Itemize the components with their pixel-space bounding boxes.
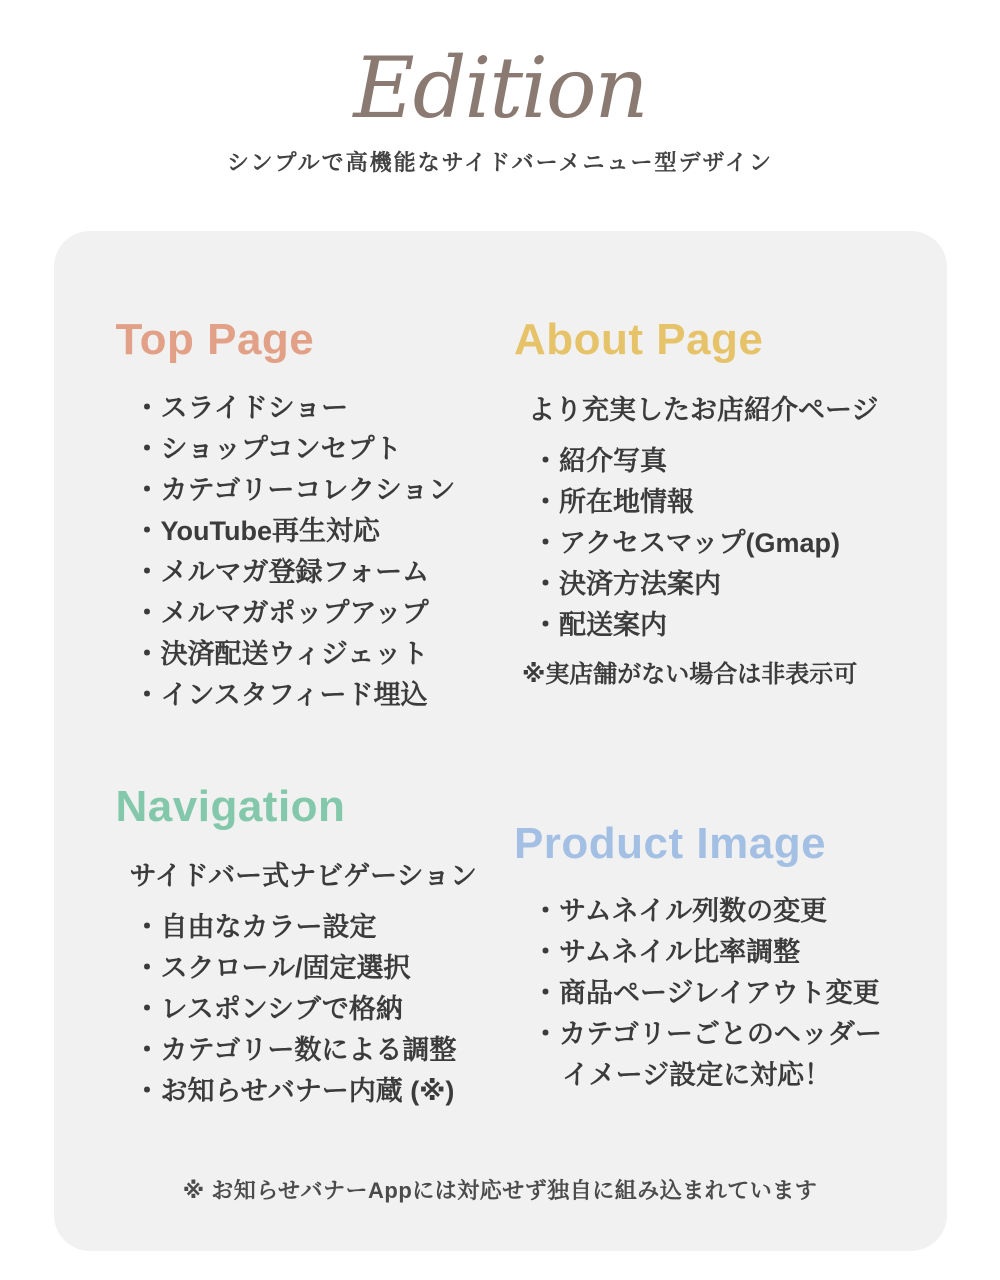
feature-item: ・ サムネイル列数の変更	[532, 891, 885, 932]
feature-item: ・ サムネイル比率調整	[532, 932, 885, 973]
hero	[0, 0, 1000, 177]
feature-item: ・ YouTube再生対応	[134, 511, 514, 552]
feature-item: ・ 決済配送ウィジェット	[134, 634, 514, 675]
section-navigation	[115, 781, 514, 1112]
feature-item: ・ スクロール/固定選択	[134, 948, 514, 989]
left-column	[116, 317, 514, 1112]
feature-columns	[116, 317, 885, 1112]
section-title-product-image: Product Image	[513, 818, 827, 868]
feature-item: ・ 自由なカラー設定	[134, 907, 514, 948]
about-page-intro: より充実したお店紹介ページ	[527, 394, 879, 425]
feature-item: ・ アクセスマップ(Gmap)	[532, 523, 885, 564]
feature-item: ・ メルマガポップアップ	[134, 593, 514, 634]
section-title-about-page: About Page	[513, 315, 764, 365]
navigation-intro: サイドバー式ナビゲーション	[129, 861, 477, 892]
feature-item: ・ お知らせバナー内蔵 (※)	[134, 1071, 514, 1112]
edition-logo: Edition	[353, 39, 647, 137]
feature-item: ・ メルマガ登録フォーム	[134, 552, 514, 593]
section-top-page	[116, 317, 514, 715]
product-image-feature-list	[532, 891, 885, 1096]
section-product-image	[513, 818, 885, 1096]
feature-item: ・ カテゴリー数による調整	[134, 1030, 514, 1071]
feature-item: ・ レスポンシブで格納	[134, 989, 514, 1030]
tagline: シンプルで高機能なサイドバーメニュー型デザイン	[227, 150, 773, 176]
feature-item: ・ 商品ページレイアウト変更	[532, 973, 885, 1014]
about-page-note: ※実店舗がない場合は非表示可	[521, 660, 858, 688]
feature-item: ・ インスタフィード埋込	[134, 675, 514, 716]
feature-item: ・ 所在地情報	[532, 482, 885, 523]
feature-item: ・ 紹介写真	[532, 441, 885, 482]
feature-item: ・ 配送案内	[532, 605, 885, 646]
top-page-feature-list	[134, 388, 514, 716]
features-card	[54, 231, 947, 1251]
navigation-feature-list	[134, 907, 514, 1112]
section-title-top-page: Top Page	[115, 315, 315, 365]
feature-item: ・ カテゴリーコレクション	[134, 470, 514, 511]
feature-item: ・ 決済方法案内	[532, 564, 885, 605]
about-page-feature-list	[532, 441, 885, 646]
footnote: ※ お知らせバナーAppには対応せず独自に組み込まれています	[182, 1178, 818, 1204]
feature-item: ・ ショップコンセプト	[134, 429, 514, 470]
right-column	[514, 317, 885, 1112]
feature-item: ・ カテゴリーごとのヘッダーイメージ設定に対応！	[532, 1014, 885, 1096]
section-title-navigation: Navigation	[115, 781, 346, 831]
feature-item: ・ スライドショー	[134, 388, 514, 429]
section-about-page	[514, 317, 885, 688]
